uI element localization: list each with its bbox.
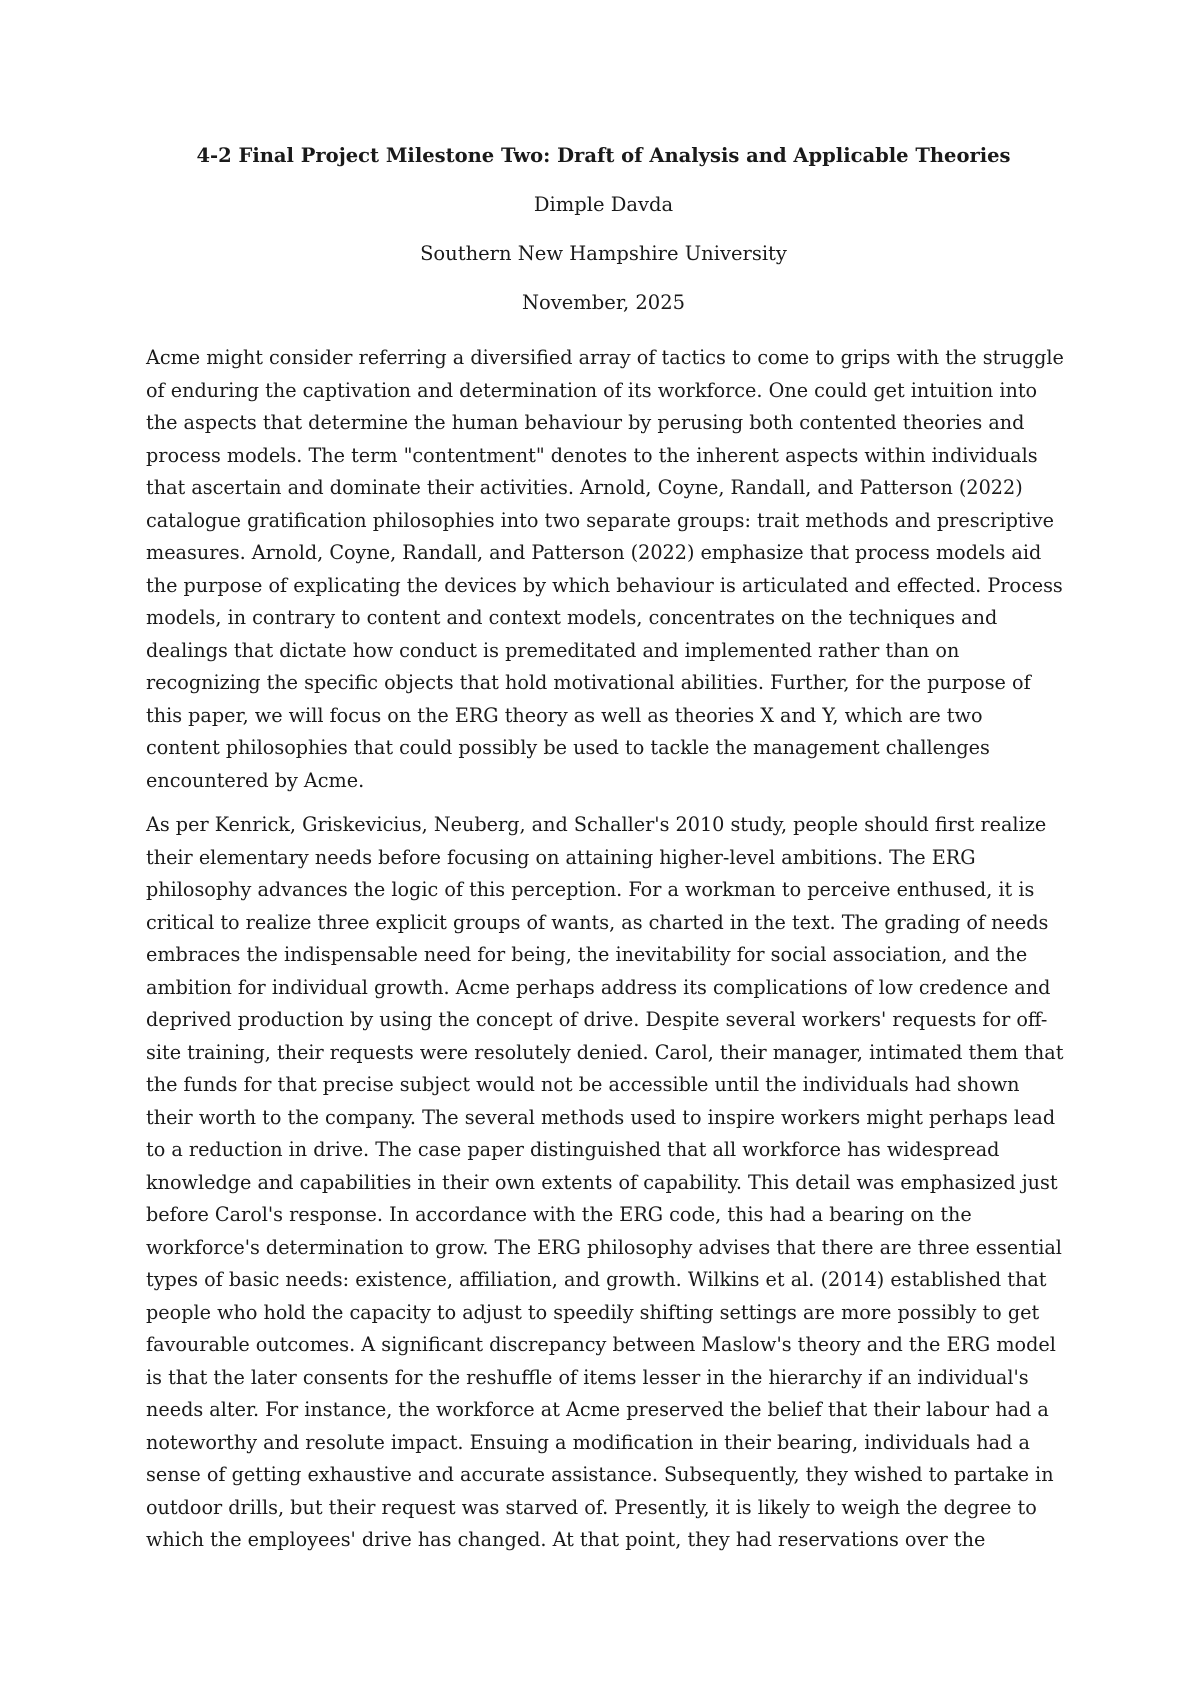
paragraph-line: noteworthy and resolute impact. Ensuing a modification in their bearing, individuals had a: [146, 1430, 1030, 1454]
paragraph-line: philosophy advances the logic of this perception. For a workman to perceive enthused, it is: [146, 878, 1035, 901]
paragraph-line: process models. The term "contentment" denotes to the inherent aspects within individuals: [146, 443, 1038, 467]
paragraph-line: the aspects that determine the human behaviour by perusing both contented theories and: [146, 411, 1025, 434]
paragraph-2: [146, 809, 1066, 1557]
paragraph-line: favourable outcomes. A significant discrepancy between Maslow's theory and the ERG model: [146, 1333, 1056, 1356]
paragraph-line: types of basic needs: existence, affiliation, and growth. Wilkins et al. (2014) established that: [146, 1268, 1047, 1291]
paragraph-line: Acme might consider referring a diversified array of tactics to come to grips with the struggle: [146, 346, 1064, 369]
paragraph-line: which the employees' drive has changed. At that point, they had reservations over the: [146, 1528, 986, 1551]
paragraph-line: catalogue gratification philosophies into two separate groups: trait methods and prescriptive: [146, 508, 1054, 532]
paragraph-line: deprived production by using the concept of drive. Despite several workers' requests for off-: [146, 1008, 1048, 1031]
paragraph-line: embraces the indispensable need for being, the inevitability for social association, and the: [146, 943, 1028, 966]
paragraph-line: knowledge and capabilities in their own extents of capability. This detail was emphasized just: [146, 1170, 1058, 1194]
paragraph-line: outdoor drills, but their request was starved of. Presently, it is likely to weigh the degree to: [146, 1495, 1037, 1519]
paragraph-line: encountered by Acme.: [146, 768, 365, 792]
paragraph-1: [146, 342, 1066, 797]
paragraph-line: that ascertain and dominate their activities. Arnold, Coyne, Randall, and Patterson (2022): [146, 476, 1023, 499]
paragraph-line: people who hold the capacity to adjust to speedily shifting settings are more possibly to get: [146, 1300, 1040, 1324]
paragraph-line: their elementary needs before focusing on attaining higher-level ambitions. The ERG: [146, 845, 976, 869]
paragraph-line: ambition for individual growth. Acme perhaps address its complications of low credence and: [146, 975, 1051, 999]
paragraph-line: the funds for that precise subject would not be accessible until the individuals had shown: [146, 1073, 1020, 1096]
paragraph-line: recognizing the specific objects that hold motivational abilities. Further, for the purpose of: [146, 671, 1031, 694]
paragraph-line: their worth to the company. The several methods used to inspire workers might perhaps lead: [146, 1105, 1056, 1129]
institution-name: Southern New Hampshire University: [420, 242, 787, 265]
paragraph-line: workforce's determination to grow. The ERG philosophy advises that there are three essential: [146, 1235, 1062, 1259]
document-title: 4-2 Final Project Milestone Two: Draft of Analysis and Applicable Theories: [196, 144, 1011, 167]
paragraph-line: the purpose of explicating the devices by which behaviour is articulated and effected. Process: [146, 573, 1063, 597]
paragraph-line: is that the later consents for the reshuffle of items lesser in the hierarchy if an individual's: [146, 1365, 1029, 1389]
paragraph-line: content philosophies that could possibly be used to tackle the management challenges: [146, 736, 990, 759]
paragraph-line: critical to realize three explicit groups of wants, as charted in the text. The grading of needs: [146, 910, 1049, 934]
author-name: Dimple Davda: [533, 193, 674, 216]
document-date: November, 2025: [521, 291, 686, 314]
paragraph-line: of enduring the captivation and determination of its workforce. One could get intuition into: [146, 378, 1038, 402]
paragraph-line: measures. Arnold, Coyne, Randall, and Patterson (2022) emphasize that process models aid: [146, 541, 1042, 564]
paragraph-line: sense of getting exhaustive and accurate assistance. Subsequently, they wished to partake in: [146, 1463, 1054, 1486]
paragraph-line: models, in contrary to content and context models, concentrates on the techniques and: [146, 606, 998, 629]
paragraph-line: dealings that dictate how conduct is premeditated and implemented rather than on: [146, 638, 960, 662]
paragraph-line: site training, their requests were resolutely denied. Carol, their manager, intimated them that: [146, 1040, 1064, 1064]
paragraph-line: needs alter. For instance, the workforce at Acme preserved the belief that their labour had a: [146, 1398, 1049, 1421]
paragraph-line: before Carol's response. In accordance with the ERG code, this had a bearing on the: [146, 1203, 972, 1226]
paragraph-line: this paper, we will focus on the ERG theory as well as theories X and Y, which are two: [146, 703, 983, 727]
paragraph-line: to a reduction in drive. The case paper distinguished that all workforce has widespread: [146, 1138, 1000, 1161]
paragraph-line: As per Kenrick, Griskevicius, Neuberg, and Schaller's 2010 study, people should first realize: [146, 813, 1047, 836]
